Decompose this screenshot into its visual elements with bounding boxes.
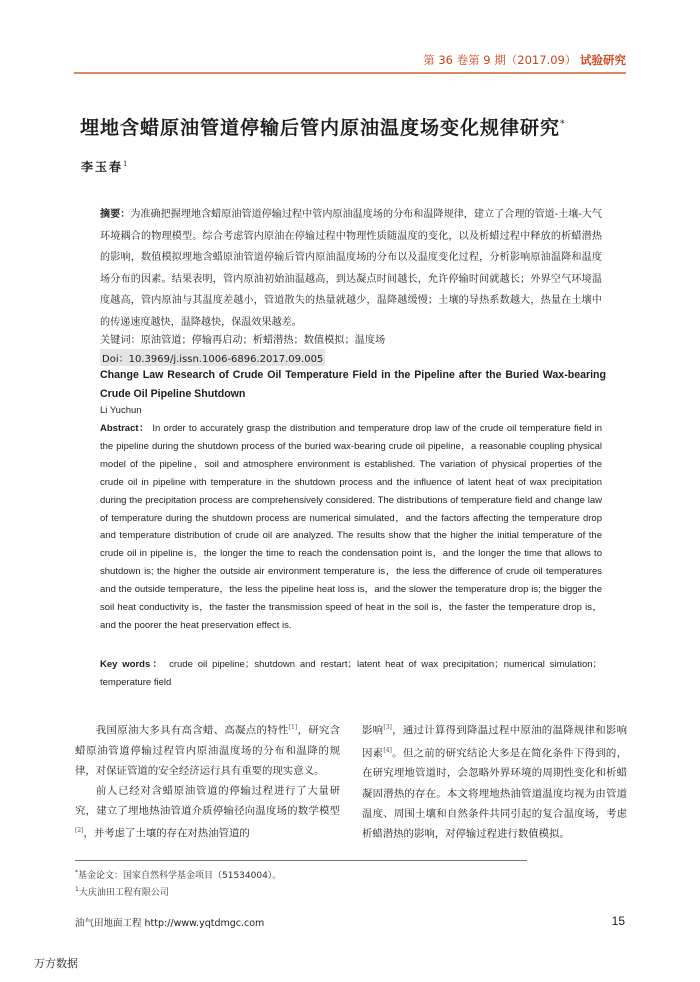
body-text: 前人已经对含蜡原油管道的停输过程进行了大量研究，建立了埋地热油管道介质停输径向温度场的数学模型	[75, 785, 340, 818]
doi: Doi：10.3969/j.issn.1006-6896.2017.09.005	[100, 349, 325, 366]
keywords-en	[100, 656, 602, 692]
body-column-left	[75, 718, 340, 844]
reference-mark: [1]	[288, 724, 298, 731]
body-text: ，并考虑了土壤的存在对热油管道的	[83, 827, 250, 840]
section-label: 试验研究	[580, 53, 626, 67]
footnote-affiliation	[75, 885, 169, 898]
keywords-cn-label: 关键词：	[100, 335, 141, 346]
body-text: ，通过计算得到降温过程中原油的温降规律和影响因素	[362, 724, 627, 760]
body-text: 。但之前的研究结论大多是在简化条件下得到的，在研究埋地管道时，会忽略外界环境的周期性变化和析蜡凝固潜热的存在。本文将埋地热油管道温度均视为由管道温度、周围土壤和自然条件共同引起的复合温度场，考虑析蜡潜热的影响，对停输过程进行数值模拟。	[362, 747, 627, 840]
author-name-en: Li Yuchun	[100, 405, 142, 416]
body-text: 我国原油大多具有高含蜡、高凝点的特性	[95, 724, 289, 737]
abstract-cn	[100, 204, 602, 333]
paper-title-en: Change Law Research of Crude Oil Temperature Field in the Pipeline after the Buried Wax-bearing Crude Oil Pipeline Shutdown	[100, 369, 606, 400]
keywords-en-text: crude oil pipeline；shutdown and restart；latent heat of wax precipitation；numerical simulation；temperature field	[100, 659, 603, 688]
reference-mark: [2]	[75, 827, 84, 835]
footnote-funding	[75, 868, 281, 881]
keywords-en-label: Key words：	[100, 659, 165, 670]
footnote-text: 基金论文：国家自然科学基金项目（51534004）。	[78, 871, 282, 881]
body-paragraph	[362, 718, 627, 844]
issue-label: 第 36 卷第 9 期（2017.09）	[423, 53, 577, 67]
author-affiliation-mark: 1	[123, 160, 128, 168]
author-name-text: 李玉春	[81, 160, 124, 174]
keywords-cn	[100, 331, 602, 346]
body-paragraph	[75, 718, 340, 781]
abstract-en-text: In order to accurately grasp the distribution and temperature drop law of the crude oil temperature field in the pipeline during the shutdown process of the buried wax-bearing crude oil pipeline，a reasonable coupling physical model of the pipeline，soil and atmosphere environment is established. The variation of physical properties of the crude oil in pipeline with temperature in the shutdown process and the influence of latent heat of wax precipitation during the precipitation process are comprehensively considered. The distributions of temperature field and change law of temperature during the shutdown process are numerical simulated，and the factors affecting the temperature drop and temperature distribution of crude oil are analyzed. The results show that the higher the initial temperature of the crude oil in pipeline is，the longer the time to reach the condensation point is，and the longer the time that allows to shutdown is; the higher the outside air environment temperature is，the less the difference of crude oil temperatures and the outside temperature，the less the pipeline heat loss is，and the slower the temperature drop is; the bigger the soil heat conductivity is，the faster the transmission speed of heat in the soil is，the faster the temperature drop is，and the poorer the heat preservation effect is.	[100, 423, 602, 631]
paper-title-text: 埋地含蜡原油管道停输后管内原油温度场变化规律研究	[80, 117, 561, 139]
wanfang-watermark: 万方数据	[34, 957, 78, 970]
footnote-rule	[75, 860, 527, 861]
paper-title	[80, 113, 640, 140]
header-rule	[74, 72, 626, 74]
body-paragraph	[75, 781, 340, 844]
abstract-cn-text: 为准确把握埋地含蜡原油管道停输过程中管内原油温度场的分布和温降规律，建立了合理的管道-土壤-大气环境耦合的物理模型。综合考虑管内原油在停输过程中物理性质随温度的变化，以及析蜡过程中释放的析蜡潜热的影响，数值模拟埋地含蜡原油管道停输后管内原油温度场的分布以及温度变化过程，分析影响原油温降和温度场分布的因素。结果表明，管内原油初始油温越高，到达凝点时间越长，允许停输时间就越长；外界空气环境温度越高，管内原油与其温度差越小，管道散失的热量就越少，温降越缓慢；土壤的导热系数越大，热量在土壤中的传递速度越快，温降越快，保温效果越差。	[100, 209, 603, 328]
journal-issue-header	[423, 52, 626, 68]
author-name	[81, 158, 127, 175]
footnote-mark: 1	[75, 886, 79, 893]
abstract-cn-label: 摘要：	[100, 209, 131, 220]
reference-mark: [3]	[383, 724, 392, 731]
body-text: 影响	[362, 724, 384, 737]
footnote-mark: *	[75, 869, 78, 876]
page-number: 15	[611, 914, 625, 928]
footnote-text: 大庆油田工程有限公司	[78, 888, 169, 898]
keywords-cn-text: 原油管道；停输再启动；析蜡潜热；数值模拟；温度场	[140, 335, 386, 346]
body-column-right	[362, 718, 627, 844]
title-footnote-mark: *	[560, 119, 566, 130]
journal-footer: 油气田地面工程 http://www.yqtdmgc.com	[75, 918, 265, 929]
reference-mark: [4]	[383, 746, 392, 754]
body-text: ，研究含蜡原油管道停输过程管内原油温度场的分布和温降的规律，对保证管道的安全经济运行具有重要的现实意义。	[75, 724, 341, 777]
abstract-en	[100, 420, 602, 635]
abstract-en-label: Abstract：	[100, 423, 150, 434]
